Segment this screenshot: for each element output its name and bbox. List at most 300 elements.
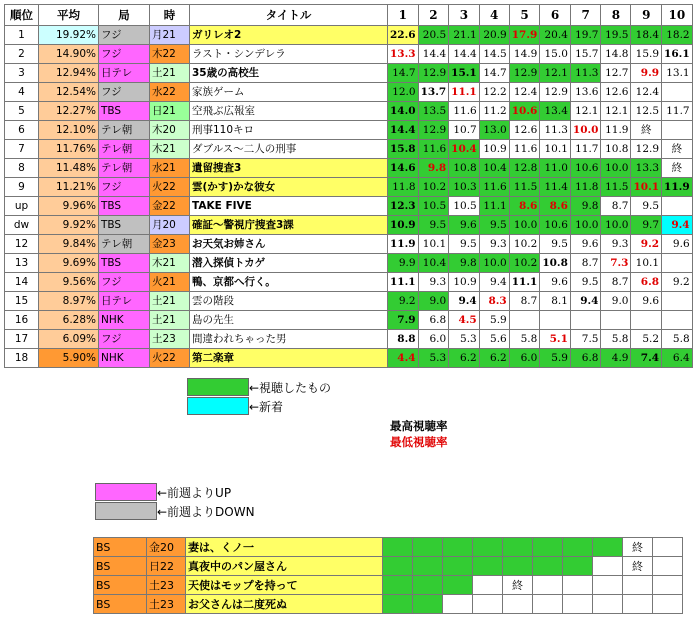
episode-rating-cell: 9.5 (418, 216, 449, 235)
bs-episode-cell: 終 (623, 538, 653, 557)
episode-rating-cell: 14.8 (601, 45, 631, 64)
legend-min: 最低視聴率 (390, 435, 448, 449)
header-episode: 3 (449, 5, 480, 26)
episode-rating-cell: 11.7 (662, 102, 693, 121)
episode-rating-cell: 10.8 (601, 140, 631, 159)
episode-rating-cell: 10.6 (509, 102, 540, 121)
timeslot-cell: 金22 (150, 197, 190, 216)
table-row (5, 349, 693, 368)
average-cell: 11.21% (39, 178, 99, 197)
table-row (5, 26, 693, 45)
episode-rating-cell: 11.3 (540, 121, 571, 140)
episode-rating-cell: 6.4 (662, 349, 693, 368)
episode-rating-cell: 9.6 (631, 292, 662, 311)
bs-episode-cell (653, 557, 683, 576)
bs-title-cell: お父さんは二度死ぬ (186, 595, 383, 614)
episode-rating-cell: 5.8 (509, 330, 540, 349)
episode-rating-cell: 14.6 (388, 159, 419, 178)
average-cell: 19.92% (39, 26, 99, 45)
episode-rating-cell (540, 311, 571, 330)
average-cell: 12.54% (39, 83, 99, 102)
bs-episode-cell (503, 595, 533, 614)
episode-rating-cell: 12.4 (631, 83, 662, 102)
episode-rating-cell: 12.0 (388, 83, 419, 102)
episode-rating-cell: 12.9 (540, 83, 571, 102)
episode-rating-cell: 9.3 (418, 273, 449, 292)
episode-rating-cell: 14.7 (479, 64, 509, 83)
episode-rating-cell: 14.4 (388, 121, 419, 140)
episode-rating-cell: 10.2 (509, 235, 540, 254)
episode-rating-cell: 13.3 (631, 159, 662, 178)
episode-rating-cell: 11.6 (479, 178, 509, 197)
average-cell: 6.28% (39, 311, 99, 330)
table-row (5, 216, 693, 235)
network-cell: NHK (99, 349, 150, 368)
episode-rating-cell: 10.7 (449, 121, 480, 140)
average-cell: 9.96% (39, 197, 99, 216)
episode-rating-cell: 9.6 (449, 216, 480, 235)
episode-rating-cell: 10.0 (479, 254, 509, 273)
legend-new-label: ←新着 (249, 399, 284, 414)
episode-rating-cell: 10.1 (418, 235, 449, 254)
episode-rating-cell: 15.9 (631, 45, 662, 64)
header-episode: 2 (418, 5, 449, 26)
average-cell: 9.92% (39, 216, 99, 235)
bs-episode-cell (593, 557, 623, 576)
episode-rating-cell: 12.3 (388, 197, 419, 216)
episode-rating-cell: 11.6 (418, 140, 449, 159)
title-cell: ダブルス～二人の刑事 (190, 140, 388, 159)
episode-rating-cell: 11.6 (509, 140, 540, 159)
bs-episode-cell (443, 538, 473, 557)
bs-timeslot-cell: 土23 (147, 595, 186, 614)
timeslot-cell: 木21 (150, 140, 190, 159)
episode-rating-cell: 9.8 (449, 254, 480, 273)
episode-rating-cell: 9.9 (388, 254, 419, 273)
bs-row (94, 538, 683, 557)
episode-rating-cell: 10.0 (601, 216, 631, 235)
average-cell: 12.94% (39, 64, 99, 83)
bs-episode-cell (383, 576, 413, 595)
episode-rating-cell: 8.7 (570, 254, 601, 273)
episode-rating-cell (631, 311, 662, 330)
network-cell: フジ (99, 273, 150, 292)
episode-rating-cell: 6.8 (570, 349, 601, 368)
table-row (5, 292, 693, 311)
episode-rating-cell: 9.6 (540, 273, 571, 292)
episode-rating-cell: 12.1 (601, 102, 631, 121)
episode-rating-cell: 11.7 (570, 140, 601, 159)
episode-rating-cell: 5.9 (540, 349, 571, 368)
episode-rating-cell: 終 (662, 140, 693, 159)
table-row (5, 102, 693, 121)
episode-rating-cell: 10.2 (509, 254, 540, 273)
episode-rating-cell: 4.4 (388, 349, 419, 368)
episode-rating-cell: 11.6 (449, 102, 480, 121)
episode-rating-cell: 13.0 (479, 121, 509, 140)
episode-rating-cell: 12.9 (418, 121, 449, 140)
episode-rating-cell: 9.0 (418, 292, 449, 311)
header-episode: 9 (631, 5, 662, 26)
episode-rating-cell: 10.1 (631, 254, 662, 273)
bs-title-cell: 天使はモップを持って (186, 576, 383, 595)
table-row (5, 140, 693, 159)
bs-episode-cell (563, 595, 593, 614)
rank-cell: 5 (5, 102, 39, 121)
timeslot-cell: 月21 (150, 26, 190, 45)
header-episode: 4 (479, 5, 509, 26)
episode-rating-cell: 6.0 (509, 349, 540, 368)
episode-rating-cell: 14.4 (449, 45, 480, 64)
bs-row (94, 557, 683, 576)
network-cell: TBS (99, 216, 150, 235)
episode-rating-cell: 21.1 (449, 26, 480, 45)
bs-episode-cell (653, 595, 683, 614)
title-cell: 雲の階段 (190, 292, 388, 311)
bs-episode-cell (653, 538, 683, 557)
bs-episode-cell (623, 595, 653, 614)
episode-rating-cell: 5.8 (601, 330, 631, 349)
table-row (5, 121, 693, 140)
bs-episode-cell (503, 557, 533, 576)
title-cell: 確証～警視庁捜査3課 (190, 216, 388, 235)
network-cell: フジ (99, 178, 150, 197)
network-cell: テレ朝 (99, 121, 150, 140)
title-cell: 間違われちゃった男 (190, 330, 388, 349)
bs-episode-cell (593, 595, 623, 614)
episode-rating-cell: 終 (631, 121, 662, 140)
episode-rating-cell: 11.4 (540, 178, 571, 197)
episode-rating-cell: 9.9 (631, 64, 662, 83)
episode-rating-cell: 9.8 (418, 159, 449, 178)
bs-episode-cell (473, 576, 503, 595)
episode-rating-cell (662, 197, 693, 216)
episode-rating-cell (601, 311, 631, 330)
episode-rating-cell: 8.7 (509, 292, 540, 311)
timeslot-cell: 木21 (150, 254, 190, 273)
header-episode: 5 (509, 5, 540, 26)
episode-rating-cell: 9.4 (449, 292, 480, 311)
bs-episode-cell (593, 538, 623, 557)
title-cell: 島の先生 (190, 311, 388, 330)
episode-rating-cell: 12.6 (509, 121, 540, 140)
table-row (5, 311, 693, 330)
episode-rating-cell: 9.4 (479, 273, 509, 292)
episode-rating-cell: 10.0 (570, 121, 601, 140)
episode-rating-cell: 18.2 (662, 26, 693, 45)
legend-down (95, 502, 255, 520)
episode-rating-cell: 8.1 (540, 292, 571, 311)
bs-episode-cell: 終 (503, 576, 533, 595)
episode-rating-cell: 10.8 (449, 159, 480, 178)
network-cell: TBS (99, 254, 150, 273)
title-cell: 第二楽章 (190, 349, 388, 368)
bs-episode-cell (563, 557, 593, 576)
bs-episode-cell (533, 576, 563, 595)
episode-rating-cell: 11.1 (449, 83, 480, 102)
bs-episode-cell (383, 595, 413, 614)
timeslot-cell: 木20 (150, 121, 190, 140)
episode-rating-cell: 14.9 (509, 45, 540, 64)
bs-episode-cell (593, 576, 623, 595)
episode-rating-cell: 13.6 (570, 83, 601, 102)
header-episode: 10 (662, 5, 693, 26)
rank-cell: 16 (5, 311, 39, 330)
episode-rating-cell: 12.9 (509, 64, 540, 83)
network-cell: テレ朝 (99, 140, 150, 159)
average-cell: 14.90% (39, 45, 99, 64)
header-net: 局 (99, 5, 150, 26)
bs-episode-cell (653, 576, 683, 595)
episode-rating-cell: 16.1 (662, 45, 693, 64)
episode-rating-cell: 11.9 (601, 121, 631, 140)
episode-rating-cell: 12.1 (540, 64, 571, 83)
bs-network-cell: BS (94, 538, 147, 557)
episode-rating-cell: 15.8 (388, 140, 419, 159)
rank-cell: 13 (5, 254, 39, 273)
table-row (5, 273, 693, 292)
bs-episode-cell (473, 557, 503, 576)
bs-episode-cell (413, 557, 443, 576)
episode-rating-cell: 9.0 (601, 292, 631, 311)
timeslot-cell: 水22 (150, 83, 190, 102)
episode-rating-cell: 9.7 (631, 216, 662, 235)
episode-rating-cell: 11.9 (388, 235, 419, 254)
timeslot-cell: 火22 (150, 349, 190, 368)
episode-rating-cell: 9.8 (570, 197, 601, 216)
rank-cell: 18 (5, 349, 39, 368)
timeslot-cell: 火22 (150, 178, 190, 197)
episode-rating-cell: 15.1 (449, 64, 480, 83)
bs-episode-cell (383, 538, 413, 557)
episode-rating-cell: 15.7 (570, 45, 601, 64)
legend-up (95, 483, 231, 501)
episode-rating-cell: 18.4 (631, 26, 662, 45)
episode-rating-cell: 10.0 (509, 216, 540, 235)
average-cell: 9.56% (39, 273, 99, 292)
average-cell: 11.48% (39, 159, 99, 178)
episode-rating-cell: 13.7 (418, 83, 449, 102)
episode-rating-cell (662, 254, 693, 273)
network-cell: フジ (99, 330, 150, 349)
rank-cell: 6 (5, 121, 39, 140)
episode-rating-cell: 14.0 (388, 102, 419, 121)
bs-episode-cell (413, 576, 443, 595)
network-cell: フジ (99, 83, 150, 102)
episode-rating-cell: 11.3 (570, 64, 601, 83)
episode-rating-cell: 11.9 (662, 178, 693, 197)
title-cell: 潜入探偵トカゲ (190, 254, 388, 273)
episode-rating-cell: 12.4 (509, 83, 540, 102)
timeslot-cell: 土21 (150, 311, 190, 330)
rank-cell: 4 (5, 83, 39, 102)
episode-rating-cell: 11.2 (479, 102, 509, 121)
legend-watched-label: ←視聴したもの (249, 380, 332, 395)
network-cell: TBS (99, 197, 150, 216)
episode-rating-cell: 9.4 (662, 216, 693, 235)
table-row (5, 254, 693, 273)
network-cell: 日テレ (99, 64, 150, 83)
episode-rating-cell: 8.8 (388, 330, 419, 349)
episode-rating-cell: 8.3 (479, 292, 509, 311)
episode-rating-cell: 10.4 (449, 140, 480, 159)
average-cell: 6.09% (39, 330, 99, 349)
episode-rating-cell: 10.6 (570, 159, 601, 178)
legend-new (187, 397, 283, 415)
average-cell: 11.76% (39, 140, 99, 159)
episode-rating-cell: 終 (662, 159, 693, 178)
bs-network-cell: BS (94, 595, 147, 614)
episode-rating-cell: 15.0 (540, 45, 571, 64)
timeslot-cell: 日21 (150, 102, 190, 121)
bs-table (93, 537, 683, 614)
header-rank: 順位 (5, 5, 39, 26)
episode-rating-cell: 20.9 (479, 26, 509, 45)
episode-rating-cell: 10.9 (479, 140, 509, 159)
title-cell: ガリレオ2 (190, 26, 388, 45)
episode-rating-cell: 14.5 (479, 45, 509, 64)
timeslot-cell: 月20 (150, 216, 190, 235)
legend-down-swatch (95, 502, 157, 520)
bs-episode-cell (533, 595, 563, 614)
episode-rating-cell (662, 311, 693, 330)
episode-rating-cell: 7.4 (631, 349, 662, 368)
episode-rating-cell: 13.4 (540, 102, 571, 121)
episode-rating-cell: 6.0 (418, 330, 449, 349)
episode-rating-cell: 5.6 (479, 330, 509, 349)
header-title: タイトル (190, 5, 388, 26)
timeslot-cell: 土21 (150, 292, 190, 311)
table-row (5, 330, 693, 349)
episode-rating-cell: 10.0 (601, 159, 631, 178)
network-cell: NHK (99, 311, 150, 330)
episode-rating-cell: 11.1 (388, 273, 419, 292)
header-episode: 6 (540, 5, 571, 26)
episode-rating-cell: 12.8 (509, 159, 540, 178)
episode-rating-cell: 10.8 (540, 254, 571, 273)
title-cell: 雲(かす)かな彼女 (190, 178, 388, 197)
title-cell: 35歳の高校生 (190, 64, 388, 83)
episode-rating-cell: 10.3 (449, 178, 480, 197)
episode-rating-cell: 7.5 (570, 330, 601, 349)
legend-watched-swatch (187, 378, 249, 396)
title-cell: 鴨、京都へ行く。 (190, 273, 388, 292)
episode-rating-cell: 9.3 (601, 235, 631, 254)
episode-rating-cell: 10.4 (479, 159, 509, 178)
episode-rating-cell: 22.6 (388, 26, 419, 45)
episode-rating-cell: 4.9 (601, 349, 631, 368)
episode-rating-cell: 5.8 (662, 330, 693, 349)
title-cell: 空飛ぶ広報室 (190, 102, 388, 121)
bs-episode-cell (413, 595, 443, 614)
episode-rating-cell (509, 311, 540, 330)
episode-rating-cell: 5.3 (449, 330, 480, 349)
bs-episode-cell: 終 (623, 557, 653, 576)
rank-cell: 3 (5, 64, 39, 83)
episode-rating-cell: 9.5 (570, 273, 601, 292)
bs-episode-cell (443, 576, 473, 595)
episode-rating-cell: 7.9 (388, 311, 419, 330)
episode-rating-cell: 20.4 (540, 26, 571, 45)
network-cell: テレ朝 (99, 235, 150, 254)
episode-rating-cell: 9.6 (570, 235, 601, 254)
bs-row (94, 576, 683, 595)
network-cell: テレ朝 (99, 159, 150, 178)
table-row (5, 159, 693, 178)
rank-cell: 8 (5, 159, 39, 178)
rank-cell: 1 (5, 26, 39, 45)
episode-rating-cell: 9.2 (631, 235, 662, 254)
rank-cell: 9 (5, 178, 39, 197)
episode-rating-cell: 11.0 (540, 159, 571, 178)
episode-rating-cell: 6.2 (449, 349, 480, 368)
network-cell: 日テレ (99, 292, 150, 311)
bs-episode-cell (563, 538, 593, 557)
episode-rating-cell: 9.5 (479, 216, 509, 235)
header-row (5, 5, 693, 26)
legend-down-label: ←前週よりDOWN (157, 504, 255, 519)
episode-rating-cell: 11.8 (570, 178, 601, 197)
episode-rating-cell: 6.2 (479, 349, 509, 368)
bs-episode-cell (443, 557, 473, 576)
legend-watched (187, 378, 331, 396)
title-cell: 刑事110キロ (190, 121, 388, 140)
bs-network-cell: BS (94, 557, 147, 576)
episode-rating-cell: 10.5 (449, 197, 480, 216)
bs-timeslot-cell: 日22 (147, 557, 186, 576)
episode-rating-cell: 14.7 (388, 64, 419, 83)
bs-episode-cell (533, 538, 563, 557)
bs-episode-cell (623, 576, 653, 595)
episode-rating-cell: 9.6 (662, 235, 693, 254)
average-cell: 12.27% (39, 102, 99, 121)
bs-episode-cell (443, 595, 473, 614)
bs-episode-cell (503, 538, 533, 557)
episode-rating-cell: 13.1 (662, 64, 693, 83)
episode-rating-cell: 11.1 (479, 197, 509, 216)
rank-cell: 17 (5, 330, 39, 349)
episode-rating-cell: 20.5 (418, 26, 449, 45)
episode-rating-cell: 13.3 (388, 45, 419, 64)
episode-rating-cell: 9.2 (388, 292, 419, 311)
episode-rating-cell: 12.7 (601, 64, 631, 83)
network-cell: TBS (99, 102, 150, 121)
table-row (5, 197, 693, 216)
timeslot-cell: 金23 (150, 235, 190, 254)
episode-rating-cell: 14.4 (418, 45, 449, 64)
title-cell: 遺留捜査3 (190, 159, 388, 178)
bs-timeslot-cell: 金20 (147, 538, 186, 557)
episode-rating-cell: 12.2 (479, 83, 509, 102)
episode-rating-cell: 6.8 (418, 311, 449, 330)
episode-rating-cell: 10.5 (418, 197, 449, 216)
timeslot-cell: 火21 (150, 273, 190, 292)
episode-rating-cell: 19.5 (601, 26, 631, 45)
episode-rating-cell: 13.5 (418, 102, 449, 121)
episode-rating-cell: 11.8 (388, 178, 419, 197)
episode-rating-cell: 19.7 (570, 26, 601, 45)
bs-episode-cell (413, 538, 443, 557)
episode-rating-cell: 4.5 (449, 311, 480, 330)
episode-rating-cell (662, 292, 693, 311)
episode-rating-cell: 10.1 (631, 178, 662, 197)
episode-rating-cell: 11.1 (509, 273, 540, 292)
average-cell: 8.97% (39, 292, 99, 311)
average-cell: 12.10% (39, 121, 99, 140)
ratings-table (4, 4, 693, 368)
bs-episode-cell (383, 557, 413, 576)
episode-rating-cell: 5.2 (631, 330, 662, 349)
